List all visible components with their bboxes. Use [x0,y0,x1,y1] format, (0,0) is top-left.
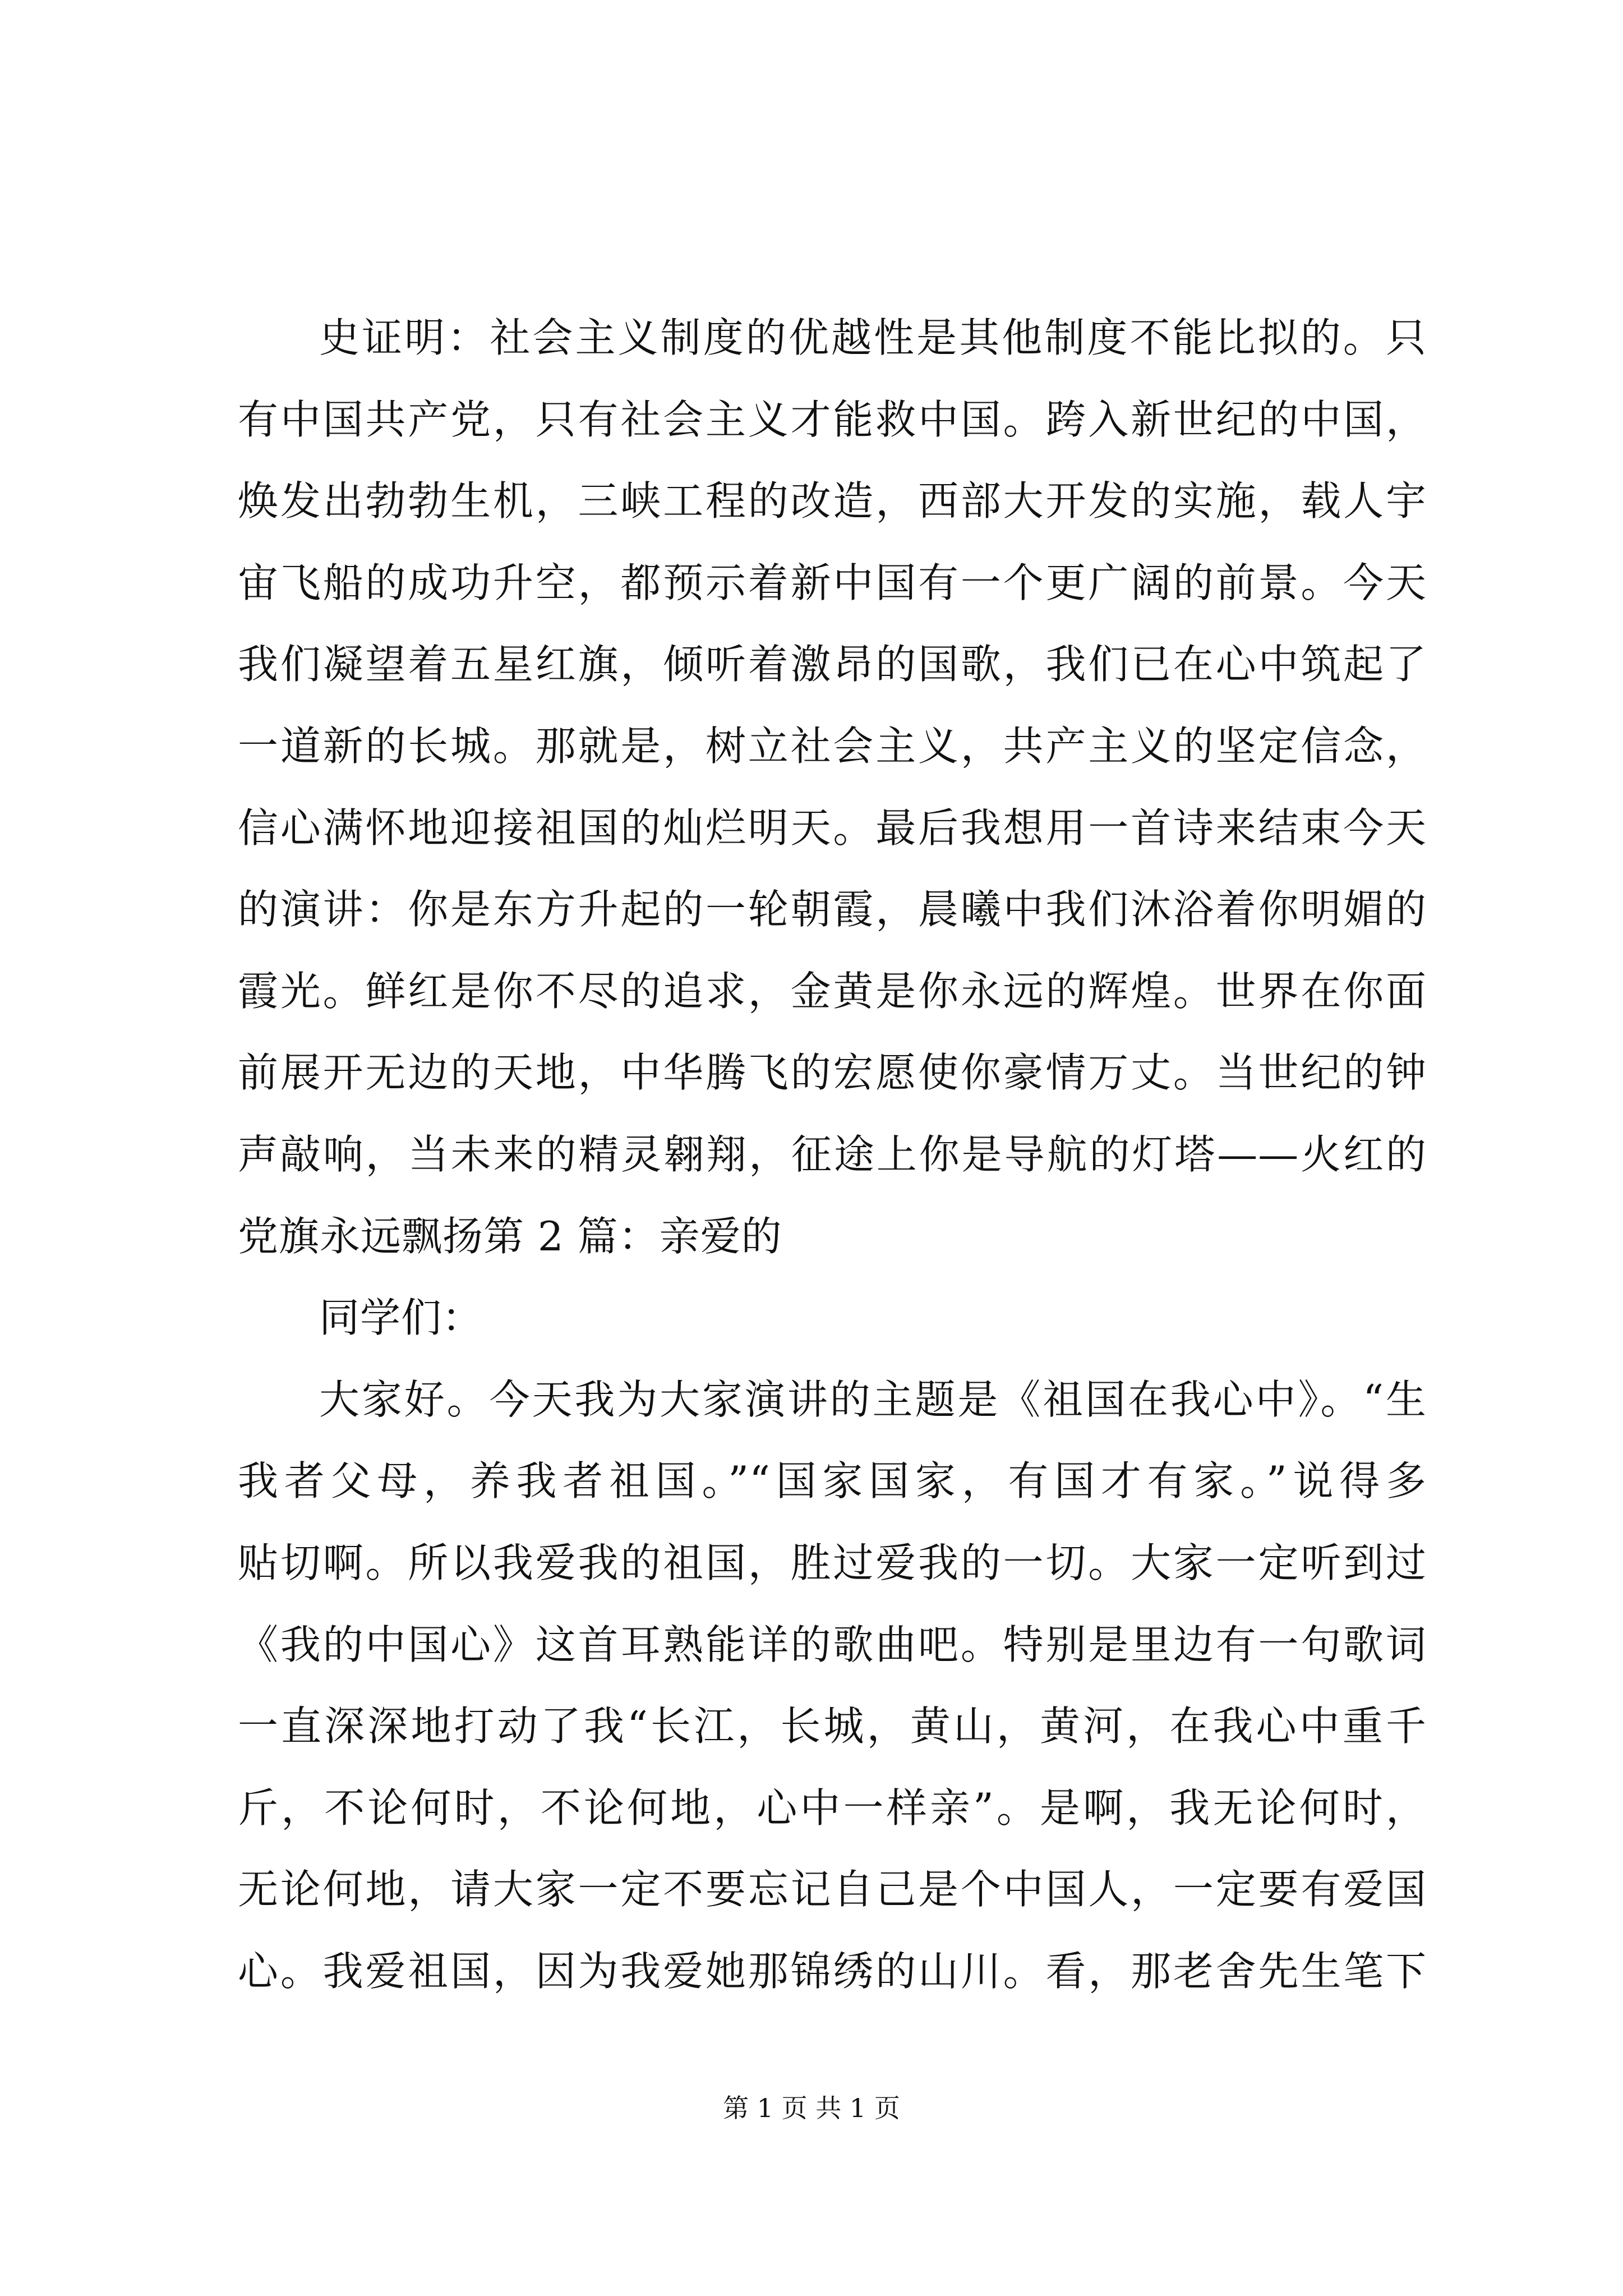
text-line: 前展开无边的天地，中华腾飞的宏愿使你豪情万丈。当世纪的钟 [238,1049,1427,1097]
text-line: 声敲响，当未来的精灵翱翔，征途上你是导航的灯塔——火红的 [238,1130,1427,1178]
body-text [238,297,1427,2012]
text-line: 我们凝望着五星红旗，倾听着激昂的国歌，我们已在心中筑起了 [238,641,1427,688]
text-line: 信心满怀地迎接祖国的灿烂明天。最后我想用一首诗来结束今天 [238,804,1427,852]
text-line: 史证明：社会主义制度的优越性是其他制度不能比拟的。只 [319,314,1427,361]
text-line: 同学们： [319,1294,483,1342]
text-line: 《我的中国心》这首耳熟能详的歌曲吧。特别是里边有一句歌词 [238,1621,1427,1668]
text-line: 宙飞船的成功升空，都预示着新中国有一个更广阔的前景。今天 [238,559,1427,606]
text-line: 的演讲：你是东方升起的一轮朝霞，晨曦中我们沐浴着你明媚的 [238,886,1427,933]
page-footer [0,2091,1623,2125]
text-line: 一直深深地打动了我“长江，长城，黄山，黄河，在我心中重千 [238,1703,1427,1750]
page-number-label: 第 1 页 共 1 页 [723,2093,900,2123]
text-line: 焕发出勃勃生机，三峡工程的改造，西部大开发的实施，载人宇 [238,477,1427,525]
text-line: 我者父母，养我者祖国。”“国家国家，有国才有家。”说得多 [238,1457,1427,1505]
text-line: 心。我爱祖国，因为我爱她那锦绣的山川。看，那老舍先生笔下 [238,1947,1427,1995]
text-line: 无论何地，请大家一定不要忘记自己是个中国人，一定要有爱国 [238,1866,1427,1913]
text-line: 斤，不论何时，不论何地，心中一样亲”。是啊，我无论何时， [238,1784,1427,1832]
text-line: 有中国共产党，只有社会主义才能救中国。跨入新世纪的中国， [238,395,1427,443]
text-line: 大家好。今天我为大家演讲的主题是《祖国在我心中》。“生 [319,1375,1427,1423]
text-line: 党旗永远飘扬第 2 篇：亲爱的 [238,1212,782,1260]
text-line: 一道新的长城。那就是，树立社会主义，共产主义的坚定信念， [238,722,1427,770]
text-line: 贴切啊。所以我爱我的祖国，胜过爱我的一切。大家一定听到过 [238,1539,1427,1586]
text-line: 霞光。鲜红是你不尽的追求，金黄是你永远的辉煌。世界在你面 [238,967,1427,1015]
